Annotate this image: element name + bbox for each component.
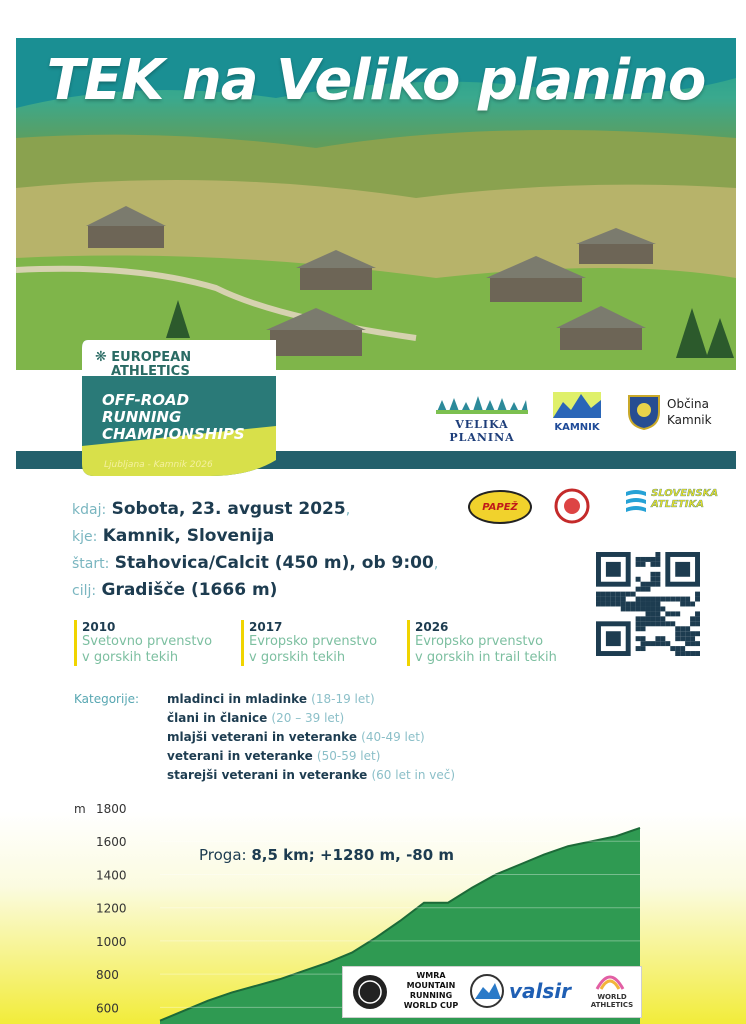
category-item xyxy=(167,766,455,785)
info-row-start xyxy=(72,550,438,577)
ea-org-line2: ATHLETICS xyxy=(111,364,190,379)
kamnik-logo xyxy=(553,392,601,433)
categories-list xyxy=(167,690,455,785)
world-athletics-text xyxy=(587,993,637,1009)
category-range: (50-59 let) xyxy=(316,749,381,763)
milestone-line2: v gorskih in trail tekih xyxy=(415,650,557,665)
category-name: člani in članice xyxy=(167,711,268,725)
wa-line1: WORLD xyxy=(597,993,627,1001)
atletika-swoosh-icon xyxy=(626,488,646,514)
papez-text: PAPEŽ xyxy=(482,501,518,513)
course-summary xyxy=(199,846,454,864)
y-tick-label: 1800 xyxy=(96,802,127,816)
category-item xyxy=(167,709,455,728)
category-name: mlajši veterani in veteranke xyxy=(167,730,357,744)
qr-code-icon[interactable] xyxy=(596,552,700,656)
event-subtitle: Ljubljana - Kamnik 2026 xyxy=(104,460,213,470)
category-range: (20 – 39 let) xyxy=(271,711,345,725)
info-value: Sobota, 23. avgust 2025 xyxy=(111,499,346,519)
info-key: štart: xyxy=(72,556,110,572)
kamnik-mountain-icon xyxy=(553,392,601,418)
valsir-logo: valsir xyxy=(509,979,572,1003)
info-value: Stahovica/Calcit (450 m), ob 9:00 xyxy=(114,553,434,573)
milestone-line1: Evropsko prvenstvo xyxy=(415,634,544,649)
milestone-year: 2017 xyxy=(249,620,283,634)
info-value: Gradišče (1666 m) xyxy=(101,580,278,600)
milestone-2017 xyxy=(241,620,377,666)
milestone-line1: Evropsko prvenstvo xyxy=(249,634,378,649)
bottom-logo-bar xyxy=(342,966,642,1018)
mountain-huts-icon xyxy=(436,396,528,414)
info-row-cilj xyxy=(72,577,438,604)
slovenska-line2: ATLETIKA xyxy=(651,499,704,510)
info-key: kje: xyxy=(72,529,98,545)
milestone-line2: v gorskih tekih xyxy=(82,650,179,665)
categories-label: Kategorije: xyxy=(74,692,140,706)
y-tick-label: 1000 xyxy=(96,934,127,949)
y-tick-label: 600 xyxy=(96,1001,119,1016)
course-prefix: Proga: xyxy=(199,846,247,864)
category-range: (60 let in več) xyxy=(371,768,456,782)
event-line1: OFF-ROAD xyxy=(102,391,190,409)
info-key: cilj: xyxy=(72,583,97,599)
wmra-line4: WORLD CUP xyxy=(403,1001,459,1010)
category-name: veterani in veteranke xyxy=(167,749,313,763)
world-athletics-mark-icon xyxy=(595,971,625,991)
y-tick-label: 800 xyxy=(96,968,119,983)
obcina-crest-icon xyxy=(627,392,661,430)
ea-org-line1: EUROPEAN xyxy=(111,350,192,365)
velika-planina-logo xyxy=(436,396,528,444)
papez-logo xyxy=(468,490,532,524)
category-range: (18-19 let) xyxy=(311,692,375,706)
obcina-text xyxy=(667,396,712,428)
y-tick-label: 1600 xyxy=(96,835,127,850)
info-row-kdaj xyxy=(72,496,438,523)
page-title: TEK na Veliko planino xyxy=(46,48,706,113)
category-name: mladinci in mladinke xyxy=(167,692,307,706)
y-axis-unit: m xyxy=(74,802,86,816)
ea-flame-icon: ❋ xyxy=(95,349,107,365)
y-tick-label: 1400 xyxy=(96,868,127,883)
wmra-text xyxy=(395,971,467,1011)
slovenska-atletika-logo xyxy=(626,488,718,514)
course-value: 8,5 km; +1280 m, -80 m xyxy=(251,846,455,864)
event-line2: RUNNING xyxy=(102,408,182,426)
world-athletics-seal-icon xyxy=(351,973,389,1011)
info-key: kdaj: xyxy=(72,502,107,518)
milestone-2026 xyxy=(407,620,557,666)
milestone-line2: v gorskih tekih xyxy=(249,650,346,665)
velika-planina-text: VELIKA PLANINA xyxy=(449,418,515,444)
obcina-line1: Občina xyxy=(667,397,709,411)
category-item xyxy=(167,747,455,766)
wmra-line1: WMRA xyxy=(416,971,446,980)
category-range: (40-49 let) xyxy=(361,730,425,744)
hero-image xyxy=(16,38,736,370)
wmra-line2: MOUNTAIN xyxy=(406,981,456,990)
kamnik-text: KAMNIK xyxy=(554,422,600,433)
slovenska-line1: SLOVENSKA xyxy=(651,488,719,499)
info-row-kje xyxy=(72,523,438,550)
obcina-line2: Kamnik xyxy=(667,413,712,427)
milestone-2010 xyxy=(74,620,212,666)
category-item xyxy=(167,690,455,709)
info-tail: , xyxy=(345,502,351,518)
event-name xyxy=(102,392,245,443)
event-info xyxy=(72,496,438,604)
info-tail: , xyxy=(433,556,439,572)
club-seal-icon xyxy=(554,488,590,524)
milestone-year: 2010 xyxy=(82,620,116,634)
y-tick-label: 1200 xyxy=(96,901,127,916)
mountain-cup-icon xyxy=(469,973,505,1009)
milestone-year: 2026 xyxy=(415,620,449,634)
ea-logo-text xyxy=(95,350,191,379)
category-item xyxy=(167,728,455,747)
milestone-line1: Svetovno prvenstvo xyxy=(82,634,213,649)
wmra-line3: RUNNING xyxy=(409,991,453,1000)
event-line3: CHAMPIONSHIPS xyxy=(102,425,245,443)
wa-line2: ATHLETICS xyxy=(590,1001,634,1009)
category-name: starejši veterani in veteranke xyxy=(167,768,368,782)
info-value: Kamnik, Slovenija xyxy=(102,526,275,546)
